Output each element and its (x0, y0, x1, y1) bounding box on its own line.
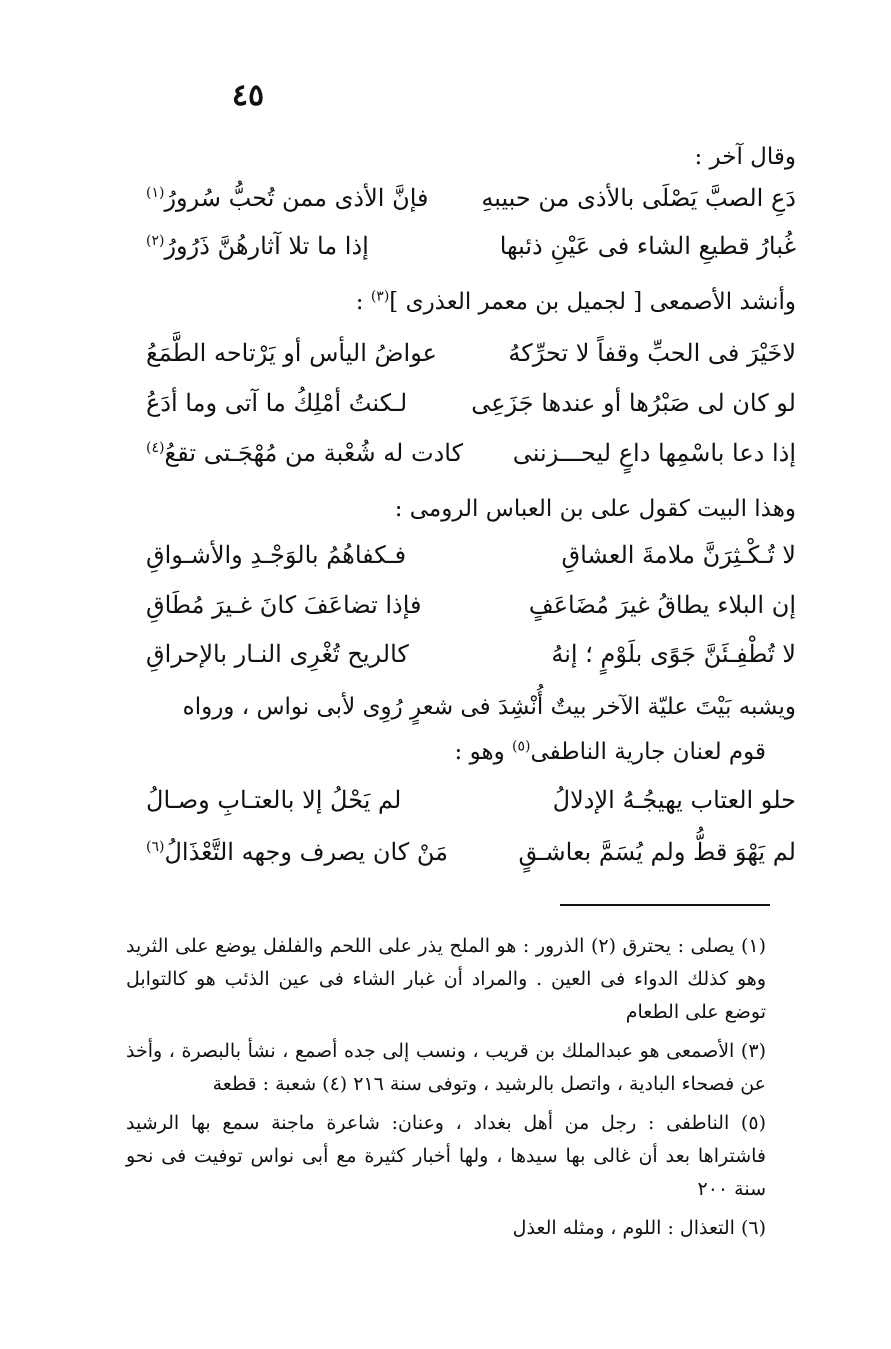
footnote: (١) يصلى : يحترق (٢) الذرور : هو الملح يذر على اللحم والفلفل يوضع على الثريد وهو كذلك الدواء فى العين . والمراد أن غبار الشاء فى عين الذئب هو كالتوابل توضع على الطعام (126, 935, 766, 1023)
paragraph-line-2-end: وهو : (454, 739, 513, 765)
verse-first-hemistich: لم يَهْوَ قطُّ ولم يُسَمَّ بعاشـقٍ (518, 838, 796, 866)
verse-first-hemistich: لو كان لى صَبْرُها أو عندها جَزَعِى (471, 389, 796, 417)
verse-second-hemistich-text: فـكفاهُمُ بالوَجْـدِ والأشـواقِ (146, 541, 407, 569)
verse-first-hemistich: دَعِ الصبَّ يَصْلَى بالأذى من حبيبهِ (481, 184, 796, 212)
verse-first-hemistich: إن البلاء يطاقُ غيرَ مُضَاعَفٍ (528, 591, 796, 619)
verse-second-hemistich (146, 832, 448, 872)
verse-second-hemistich (146, 433, 463, 473)
verse-line (146, 634, 796, 674)
intro-line-2-end: : (355, 289, 371, 315)
footnote-ref: (١) (146, 185, 165, 201)
footnote-ref: (٤) (146, 440, 165, 456)
page-number: ٤٥ (231, 78, 265, 113)
intro-line-1: وقال آخر : (694, 144, 796, 170)
verse-line (146, 832, 796, 872)
footnote-ref: (٦) (146, 839, 165, 855)
intro-line-2 (356, 285, 796, 319)
verse-first-hemistich: لاخَيْرَ فى الحبِّ وقفاً لا تحرِّكهُ (508, 339, 796, 367)
footnote: (٦) التعذال : اللوم ، ومثله العذل (512, 1217, 766, 1239)
verse-second-hemistich (146, 383, 407, 423)
verse-line (146, 178, 796, 218)
verse-second-hemistich (146, 780, 401, 820)
footnote: (٣) الأصمعى هو عبدالملك بن قريب ، ونسب إلى جده أصمع ، نشأ بالبصرة ، وأخذ عن فصحاء البادية ، واتصل بالرشيد ، وتوفى سنة ٢١٦ (٤) شعبة : قطعة (126, 1040, 766, 1095)
verse-first-hemistich: لا تُطْفِـئَنَّ جَوًى بلَوْمٍ ؛ إنهُ (551, 640, 796, 668)
verse-line (146, 535, 796, 575)
verse-second-hemistich (146, 585, 422, 625)
intro-line-2-text: وأنشد الأصمعى [ لجميل بن معمر العذرى ] (389, 289, 796, 315)
verse-first-hemistich: إذا دعا باسْمِها داعٍ ليحـــزننى (512, 439, 796, 467)
verse-second-hemistich-text: لـكنتُ أمْلِكُ ما آتى وما أدَعُ (146, 389, 408, 417)
paragraph-line-1: ويشبه بَيْتَ عليّة الآخر بيتٌ أُنْشِدَ فى شعرٍ رُوِى لأبى نواس ، ورواه (182, 694, 796, 720)
verse-line (146, 433, 796, 473)
verse-first-hemistich: غُبارُ قطيعِ الشاء فى عَيْنِ ذئبها (499, 232, 796, 260)
verse-second-hemistich (146, 178, 429, 218)
verse-second-hemistich-text: كالريح تُغْرِى النـار بالإحراقِ (146, 640, 409, 668)
verse-second-hemistich (146, 226, 369, 266)
footnote-ref: (٢) (146, 233, 165, 249)
verse-second-hemistich-text: إذا ما تلا آثارهُنَّ ذَرُورُ (164, 232, 369, 260)
verse-second-hemistich (146, 333, 437, 373)
verse-second-hemistich-text: كادت له شُعْبة من مُهْجَـتى تقعُ (164, 439, 464, 467)
paragraph-line-2-text: قوم لعنان جارية الناطفى (530, 739, 766, 765)
paragraph-line-2 (455, 735, 766, 769)
verse-second-hemistich (146, 634, 409, 674)
verse-second-hemistich-text: مَنْ كان يصرف وجهه التَّعْذَالُ (164, 838, 448, 866)
verse-second-hemistich-text: لم يَحْلُ إلا بالعتـابِ وصـالُ (146, 786, 402, 814)
footnote-ref: (٥) (512, 738, 531, 755)
verse-line (146, 333, 796, 373)
verse-line (146, 226, 796, 266)
footnote-ref: (٣) (370, 288, 390, 305)
verse-line (146, 780, 796, 820)
verse-second-hemistich-text: فإذا تضاعَفَ كانَ غـيرَ مُطَاقِ (146, 591, 422, 619)
verse-second-hemistich-text: عواضُ اليأس أو يَرْتاحه الطَّمَعُ (146, 339, 437, 367)
intro-line-3: وهذا البيت كقول على بن العباس الرومى : (394, 496, 796, 522)
verse-first-hemistich: لا تُـكْـثِرَنَّ ملامةَ العشاقِ (561, 541, 796, 569)
footnotes (126, 930, 766, 1251)
verse-line (146, 383, 796, 423)
verse-second-hemistich (146, 535, 406, 575)
verse-second-hemistich-text: فإنَّ الأذى ممن تُحبُّ سُرورُ (164, 184, 429, 212)
footnote: (٥) الناطفى : رجل من أهل بغداد ، وعنان: شاعرة ماجنة سمع بها الرشيد فاشتراها بعد أن غالى بها سيدها ، ولها أخبار كثيرة مع أبى نواس توفيت فى نحو سنة ٢٠٠ (126, 1112, 766, 1200)
verse-first-hemistich: حلو العتاب يهيجُـهُ الإدلالُ (552, 786, 796, 814)
footnote-divider (560, 904, 770, 906)
verse-line (146, 585, 796, 625)
